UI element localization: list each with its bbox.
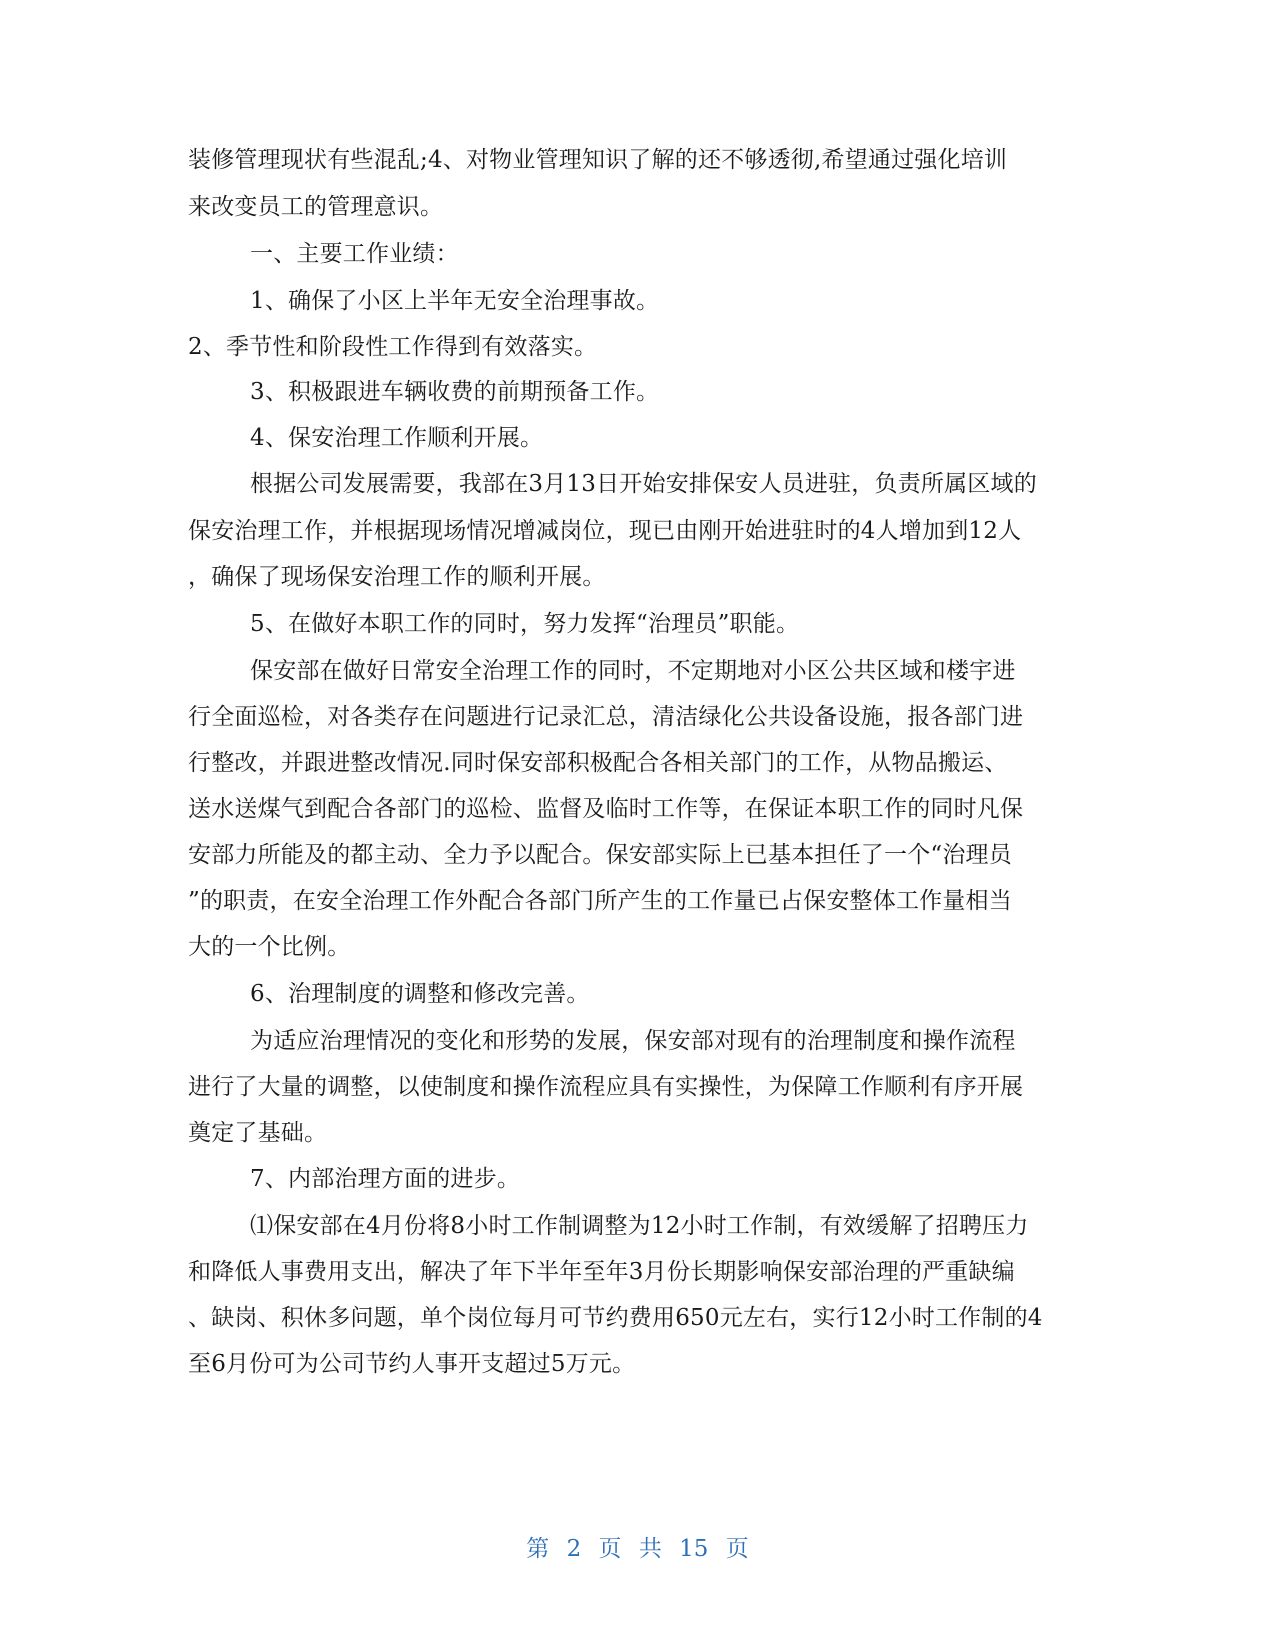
text-line: 保安部在做好日常安全治理工作的同时，不定期地对小区公共区域和楼宇进 — [250, 658, 1016, 684]
text-line: 、缺岗、积休多问题，单个岗位每月可节约费用650元左右，实行12小时工作制的4 — [188, 1305, 1043, 1331]
footer-page-word: 页 — [598, 1536, 622, 1562]
text-line: 根据公司发展需要，我部在3月13日开始安排保安人员进驻，负责所属区域的 — [250, 471, 1037, 497]
list-item: 1、确保了小区上半年无安全治理事故。 — [250, 288, 660, 314]
text-line: 奠定了基础。 — [188, 1120, 328, 1146]
section-heading: 一、主要工作业绩： — [250, 241, 459, 267]
page-footer — [0, 1533, 1275, 1565]
footer-total-pages: 15 — [679, 1536, 709, 1562]
text-line: ，确保了现场保安治理工作的顺利开展。 — [188, 564, 606, 590]
text-line: 送水送煤气到配合各部门的巡检、监督及临时工作等，在保证本职工作的同时凡保 — [188, 796, 1024, 822]
text-line: 行整改，并跟进整改情况.同时保安部积极配合各相关部门的工作，从物品搬运、 — [188, 750, 1008, 776]
text-line: 至6月份可为公司节约人事开支超过5万元。 — [188, 1351, 636, 1377]
text-line: 进行了大量的调整，以使制度和操作流程应具有实操性，为保障工作顺利有序开展 — [188, 1074, 1024, 1100]
footer-prefix: 第 — [526, 1536, 550, 1562]
text-line: ⑴保安部在4月份将8小时工作制调整为12小时工作制，有效缓解了招聘压力 — [250, 1213, 1029, 1239]
list-item: 2、季节性和阶段性工作得到有效落实。 — [188, 334, 598, 360]
text-line: 行全面巡检，对各类存在问题进行记录汇总，清洁绿化公共设备设施，报各部门进 — [188, 704, 1024, 730]
list-item: 5、在做好本职工作的同时，努力发挥“治理员”职能。 — [250, 611, 800, 637]
text-line: 和降低人事费用支出，解决了年下半年至年3月份长期影响保安部治理的严重缺编 — [188, 1259, 1015, 1285]
footer-total-label: 共 — [638, 1536, 662, 1562]
list-item: 6、治理制度的调整和修改完善。 — [250, 981, 590, 1007]
text-line: 安部力所能及的都主动、全力予以配合。保安部实际上已基本担任了一个“治理员 — [188, 842, 1012, 868]
list-item: 3、积极跟进车辆收费的前期预备工作。 — [250, 379, 660, 405]
text-line: 为适应治理情况的变化和形势的发展，保安部对现有的治理制度和操作流程 — [250, 1028, 1016, 1054]
text-line: 装修管理现状有些混乱;4、对物业管理知识了解的还不够透彻,希望通过强化培训 — [188, 147, 1008, 173]
text-line: ”的职责，在安全治理工作外配合各部门所产生的工作量已占保安整体工作量相当 — [188, 888, 1012, 914]
text-line: 大的一个比例。 — [188, 934, 351, 960]
text-line: 来改变员工的管理意识。 — [188, 194, 444, 220]
list-item: 7、内部治理方面的进步。 — [250, 1166, 521, 1192]
list-item: 4、保安治理工作顺利开展。 — [250, 425, 544, 451]
text-line: 保安治理工作，并根据现场情况增减岗位，现已由刚开始进驻时的4人增加到12人 — [188, 518, 1022, 544]
footer-current-page: 2 — [566, 1536, 582, 1562]
footer-suffix: 页 — [725, 1536, 749, 1562]
